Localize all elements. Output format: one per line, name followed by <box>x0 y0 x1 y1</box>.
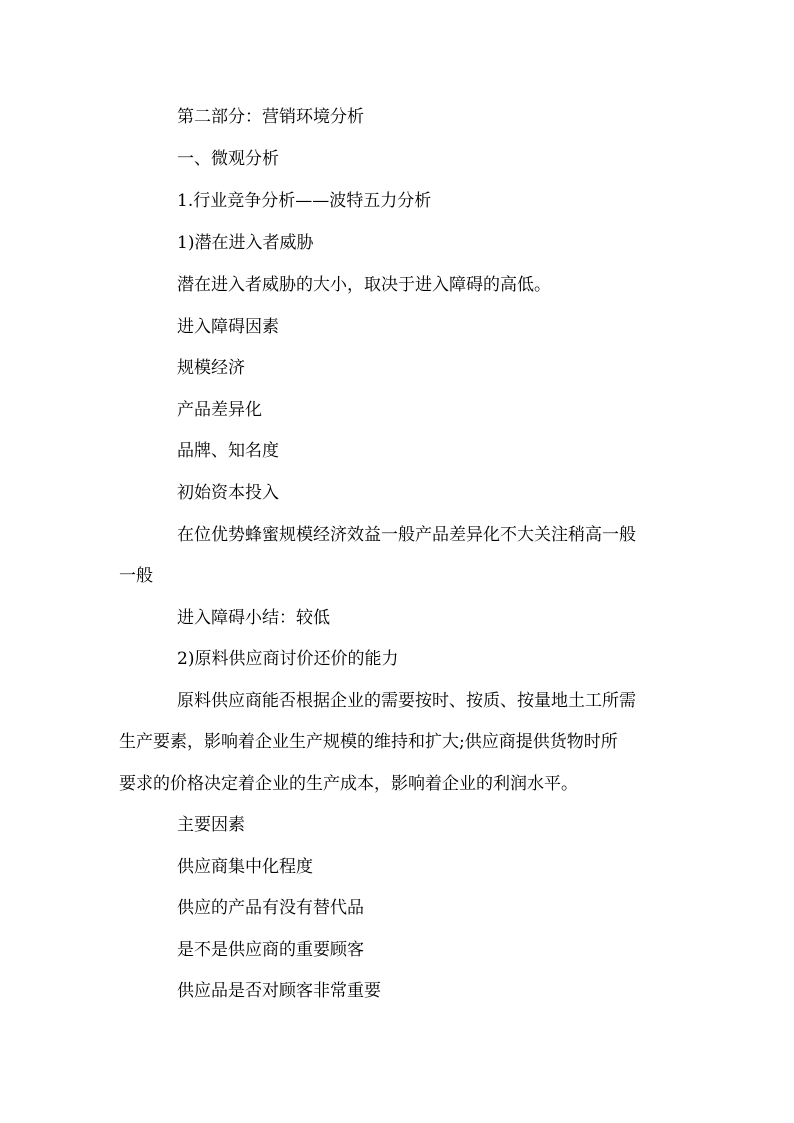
list-item: 供应商集中化程度 <box>177 857 313 877</box>
list-item: 供应品是否对顾客非常重要 <box>177 981 381 1001</box>
paragraph-line: 要求的价格决定着企业的生产成本，影响着企业的利润水平。 <box>119 774 578 794</box>
list-item: 规模经济 <box>177 358 245 378</box>
paragraph-line: 潜在进入者威胁的大小，取决于进入障碍的高低。 <box>177 275 551 295</box>
list-item: 产品差异化 <box>177 400 262 420</box>
topic-heading: 1.行业竞争分析——波特五力分析 <box>177 191 432 211</box>
paragraph-line: 在位优势蜂蜜规模经济效益一般产品差异化不大关注稍高一般 <box>177 525 636 545</box>
section-heading: 第二部分：营销环境分析 <box>177 107 364 127</box>
summary-line: 进入障碍小结：较低 <box>177 608 330 628</box>
paragraph-line: 原料供应商能否根据企业的需要按时、按质、按量地土工所需 <box>177 691 636 711</box>
item-heading: 2)原料供应商讨价还价的能力 <box>177 649 399 669</box>
list-heading: 进入障碍因素 <box>177 317 279 337</box>
subsection-heading: 一、微观分析 <box>177 149 279 169</box>
list-item: 品牌、知名度 <box>177 441 279 461</box>
list-item: 供应的产品有没有替代品 <box>177 898 364 918</box>
paragraph-line: 一般 <box>119 566 153 586</box>
list-item: 是不是供应商的重要顾客 <box>177 940 364 960</box>
list-item: 初始资本投入 <box>177 483 279 503</box>
paragraph-line: 生产要素，影响着企业生产规模的维持和扩大;供应商提供货物时所 <box>119 732 618 752</box>
item-heading: 1)潜在进入者威胁 <box>177 233 314 253</box>
list-heading: 主要因素 <box>177 815 245 835</box>
